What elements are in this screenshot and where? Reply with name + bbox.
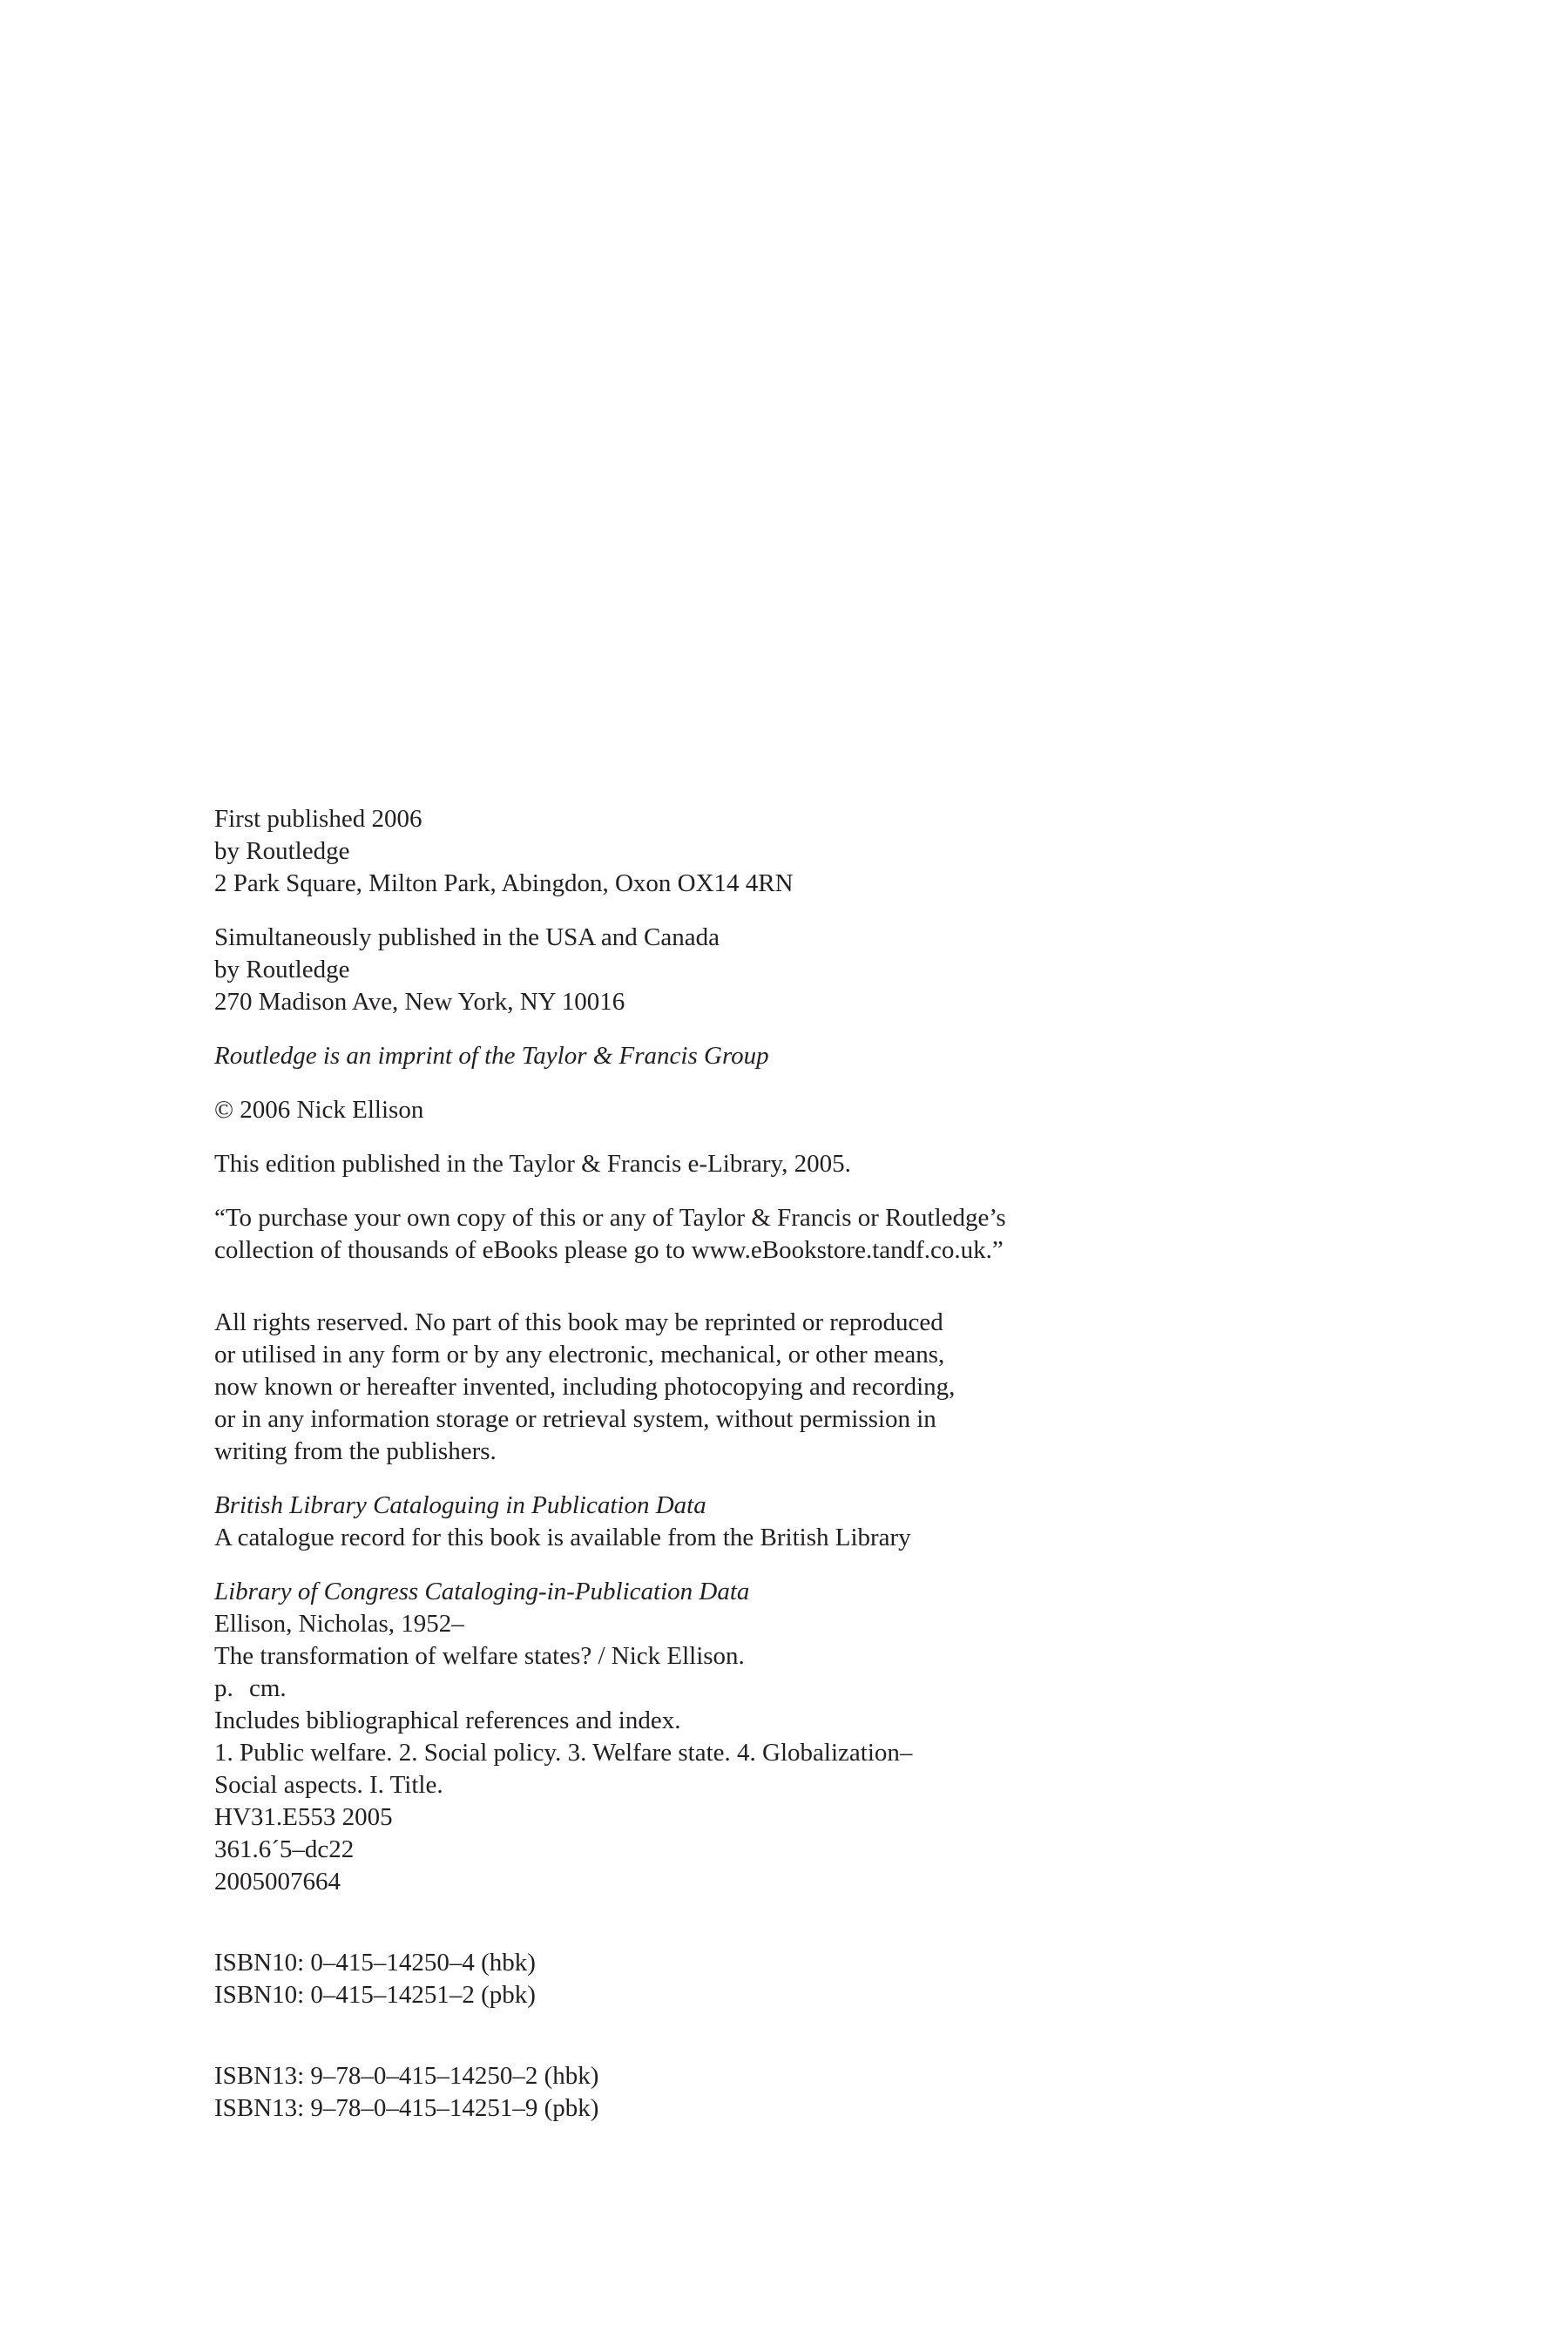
imprint-note <box>214 1040 1382 1072</box>
first-publication-block <box>214 803 1382 900</box>
loc-cm: cm. <box>249 1674 287 1702</box>
loc-dewey: 361.6´5–dc22 <box>214 1835 355 1863</box>
isbn10-block <box>214 1947 1382 2011</box>
usa-publisher-line: by Routledge <box>214 956 350 983</box>
rights-line: All rights reserved. No part of this book may be reprinted or reproduced <box>214 1308 943 1336</box>
publisher-address: 2 Park Square, Milton Park, Abingdon, Oxon OX14 4RN <box>214 869 794 897</box>
purchase-line-1: “To purchase your own copy of this or any of Taylor & Francis or Routledge’s <box>214 1204 1006 1232</box>
imprint-note-text: Routledge is an imprint of the Taylor & Francis Group <box>214 1042 769 1070</box>
loc-includes: Includes bibliographical references and index. <box>214 1707 681 1734</box>
loc-subjects-2: Social aspects. I. Title. <box>214 1771 443 1799</box>
isbn13-hbk: ISBN13: 9–78–0–415–14250–2 (hbk) <box>214 2062 599 2090</box>
publisher-line: by Routledge <box>214 837 350 865</box>
usa-published-line: Simultaneously published in the USA and Canada <box>214 923 720 951</box>
loc-pages: p. <box>214 1674 233 1702</box>
rights-line: now known or hereafter invented, including photocopying and recording, <box>214 1373 956 1401</box>
copyright-text: © 2006 Nick Ellison <box>214 1096 424 1124</box>
copyright-notice <box>214 1094 1382 1126</box>
loc-heading: Library of Congress Cataloging-in-Publication Data <box>214 1578 750 1605</box>
loc-author: Ellison, Nicholas, 1952– <box>214 1610 464 1638</box>
isbn13-block <box>214 2060 1382 2125</box>
purchase-line-2: collection of thousands of eBooks please go to www.eBookstore.tandf.co.uk.” <box>214 1236 1004 1264</box>
isbn10-hbk: ISBN10: 0–415–14250–4 (hbk) <box>214 1949 536 1977</box>
rights-line: writing from the publishers. <box>214 1437 497 1465</box>
loc-lccn: 2005007664 <box>214 1868 341 1896</box>
loc-pages-cm <box>214 1673 1382 1705</box>
purchase-note <box>214 1202 1382 1267</box>
ebook-edition-text: This edition published in the Taylor & Francis e-Library, 2005. <box>214 1150 851 1178</box>
british-library-block <box>214 1490 1382 1554</box>
isbn10-pbk: ISBN10: 0–415–14251–2 (pbk) <box>214 1981 536 2009</box>
rights-statement <box>214 1307 1382 1468</box>
usa-publisher-address: 270 Madison Ave, New York, NY 10016 <box>214 988 625 1016</box>
copyright-page <box>214 803 1382 2125</box>
british-library-heading: British Library Cataloguing in Publication Data <box>214 1491 706 1519</box>
british-library-text: A catalogue record for this book is available from the British Library <box>214 1524 911 1551</box>
loc-subjects-1: 1. Public welfare. 2. Social policy. 3. Welfare state. 4. Globalization– <box>214 1739 913 1767</box>
isbn13-pbk: ISBN13: 9–78–0–415–14251–9 (pbk) <box>214 2094 599 2122</box>
usa-publication-block <box>214 922 1382 1018</box>
rights-line: or utilised in any form or by any electronic, mechanical, or other means, <box>214 1341 945 1369</box>
loc-block <box>214 1576 1382 1898</box>
loc-title: The transformation of welfare states? / Nick Ellison. <box>214 1642 745 1670</box>
first-published-line: First published 2006 <box>214 805 422 833</box>
rights-line: or in any information storage or retrieval system, without permission in <box>214 1405 936 1433</box>
ebook-edition-note <box>214 1148 1382 1180</box>
loc-call-number: HV31.E553 2005 <box>214 1803 393 1831</box>
